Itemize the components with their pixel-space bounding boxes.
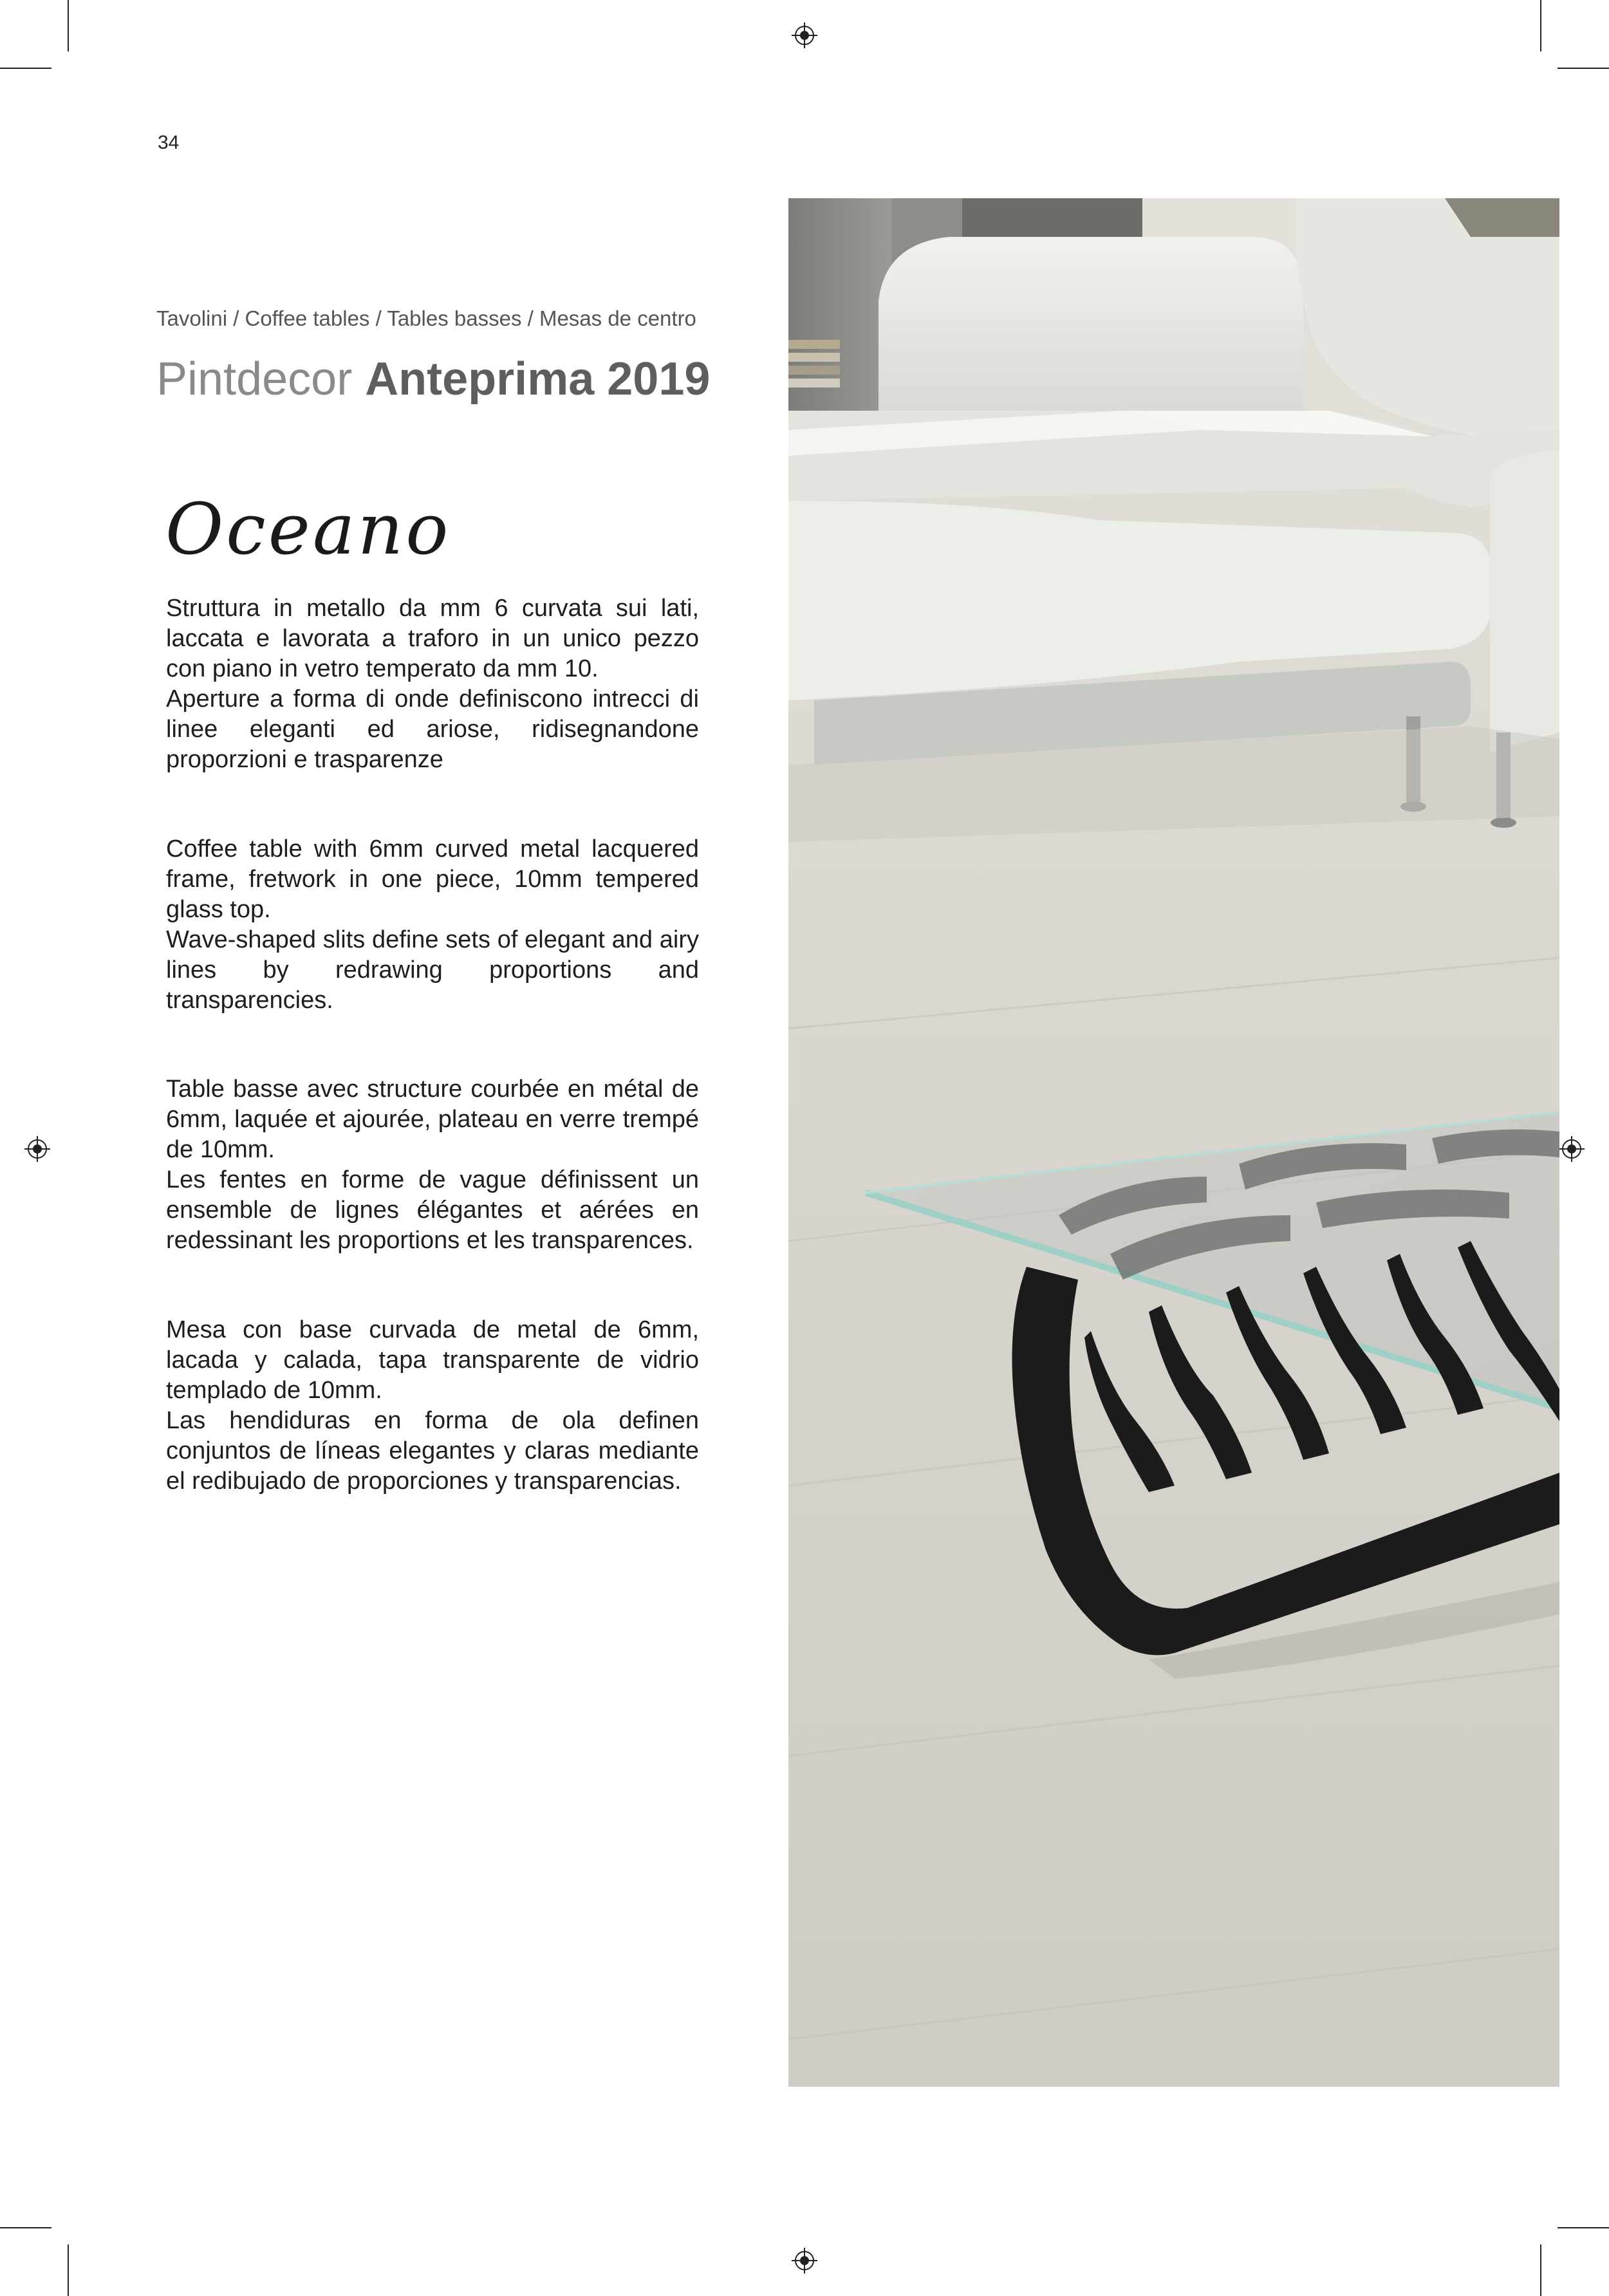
- description-line: Table basse avec structure courbée en métal de 6mm, laquée et ajourée, plateau en verre trempé de 10mm.: [166, 1076, 699, 1163]
- crop-mark: [0, 68, 51, 69]
- crop-mark: [1558, 2227, 1609, 2228]
- description-line: Las hendiduras en forma de ola definen conjuntos de líneas elegantes y claras mediante el redibujado de proporciones y transparencias.: [166, 1407, 699, 1495]
- crop-mark: [1558, 68, 1609, 69]
- page-title: [156, 353, 710, 406]
- page-number: 34: [158, 132, 180, 153]
- product-photo: [788, 198, 1559, 2087]
- description-es: [166, 1315, 699, 1497]
- product-name: Oceano: [165, 488, 451, 570]
- description-line: Coffee table with 6mm curved metal lacquered frame, fretwork in one piece, 10mm tempered glass top.: [166, 835, 699, 923]
- crop-mark: [1540, 0, 1541, 51]
- collection-name: Anteprima 2019: [365, 353, 711, 405]
- stone-wall: [788, 198, 891, 443]
- description-en: [166, 834, 699, 1016]
- crop-mark: [68, 2245, 69, 2296]
- crop-mark: [1540, 2245, 1541, 2296]
- registration-mark-icon: [1559, 1136, 1585, 1162]
- registration-mark-icon: [792, 2248, 817, 2273]
- description-line: Wave-shaped slits define sets of elegant and airy lines by redrawing proportions and transparencies.: [166, 926, 699, 1014]
- description-line: Mesa con base curvada de metal de 6mm, lacada y calada, tapa transparente de vidrio templado de 10mm.: [166, 1316, 699, 1404]
- description-it: [166, 593, 699, 775]
- description-line: Les fentes en forme de vague définissent un ensemble de lignes élégantes et aérées en redessinant les proportions et les transparences.: [166, 1166, 699, 1254]
- crop-mark: [68, 0, 69, 51]
- category-breadcrumb: Tavolini / Coffee tables / Tables basses / Mesas de centro: [156, 306, 696, 330]
- description-fr: [166, 1074, 699, 1256]
- description-line: Struttura in metallo da mm 6 curvata sui lati, laccata e lavorata a traforo in un unico pezzo con piano in vetro temperato da mm 10.: [166, 595, 699, 682]
- crop-mark: [0, 2227, 51, 2228]
- brand-name: Pintdecor: [156, 353, 353, 405]
- registration-mark-icon: [24, 1136, 50, 1162]
- registration-mark-icon: [792, 23, 817, 48]
- sofa-back: [879, 237, 1303, 411]
- description-line: Aperture a forma di onde definiscono intrecci di linee eleganti ed ariose, ridisegnandone proporzioni e trasparenze: [166, 686, 699, 773]
